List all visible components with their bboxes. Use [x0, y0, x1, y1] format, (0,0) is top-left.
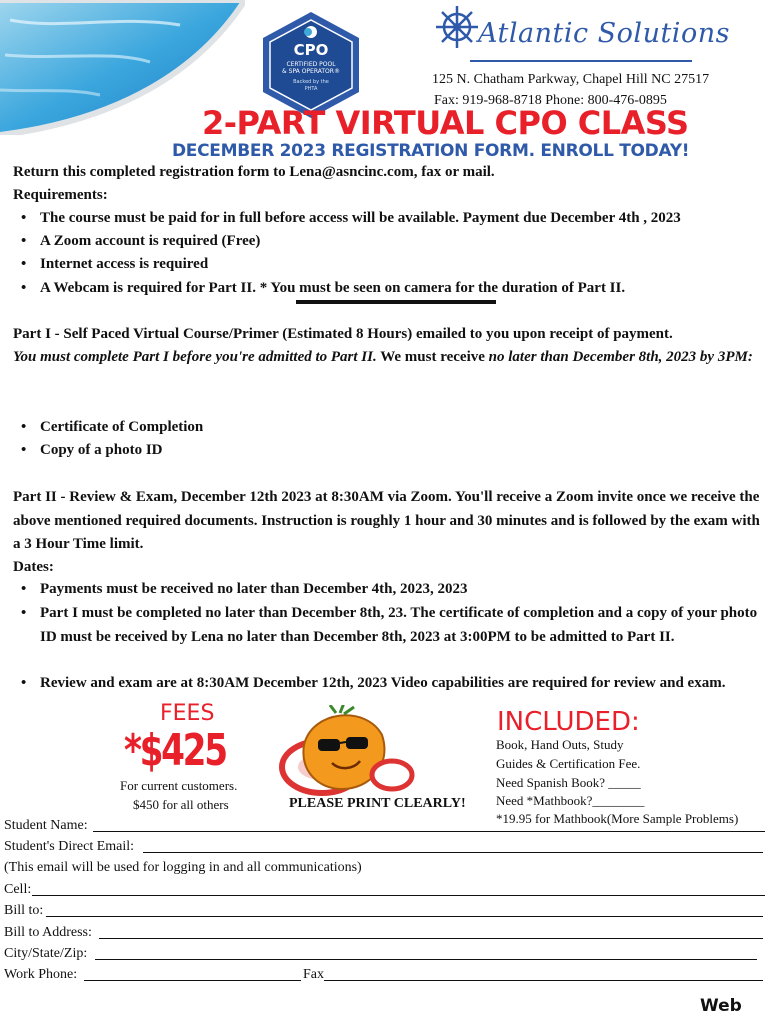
fax-field[interactable]	[324, 967, 763, 981]
company-logo	[434, 4, 730, 64]
page-subtitle: DECEMBER 2023 REGISTRATION FORM. ENROLL TODAY!	[172, 141, 690, 161]
badge-line1: CERTIFIED POOL	[286, 61, 336, 68]
mascot-icon	[274, 705, 422, 797]
mathbook-price: *19.95 for Mathbook(More Sample Problems)	[496, 811, 739, 826]
part1-item: • Certificate of Completion	[13, 416, 203, 440]
mathbook-option: Need *Mathbook?________	[496, 793, 645, 808]
badge-line3: Backed by the	[293, 79, 329, 85]
part1-item: • Copy of a photo ID	[13, 439, 163, 463]
cell-label: Cell:	[4, 882, 32, 897]
date-item: • Review and exam are at 8:30AM December 12th, 2023 Video capabilities are required for review and exam.	[13, 672, 760, 696]
work-phone-label: Work Phone:	[4, 967, 78, 982]
fax-label: Fax	[303, 967, 324, 982]
city-field[interactable]	[95, 946, 757, 960]
requirement-item: • The course must be paid for in full before access will be available. Payment due December 4th , 2023	[13, 207, 681, 231]
bill-address-label: Bill to Address:	[4, 925, 92, 940]
included-line: Book, Hand Outs, Study	[496, 737, 624, 752]
company-address: 125 N. Chatham Parkway, Chapel Hill NC 27517	[432, 72, 710, 87]
student-name-field[interactable]	[93, 818, 765, 832]
badge-line2: & SPA OPERATOR®	[282, 68, 340, 75]
included-line: Guides & Certification Fee.	[496, 756, 641, 771]
spanish-book-option: Need Spanish Book? _____	[496, 775, 641, 790]
fees-label: FEES	[160, 701, 215, 726]
badge-title: CPO	[293, 41, 329, 59]
student-name-label: Student Name:	[4, 818, 88, 833]
dates-title: Dates:	[13, 559, 54, 575]
page-title: 2-PART VIRTUAL CPO CLASS	[202, 104, 689, 142]
requirement-item: • Internet access is required	[13, 253, 208, 277]
print-clearly-notice: PLEASE PRINT CLEARLY!	[289, 796, 466, 811]
included-title: INCLUDED:	[497, 707, 640, 737]
bill-to-label: Bill to:	[4, 903, 44, 918]
work-phone-field[interactable]	[84, 967, 301, 981]
fee-note-current: For current customers.	[120, 778, 238, 793]
part1-deadline	[13, 346, 768, 370]
email-label: Student's Direct Email:	[4, 839, 135, 854]
date-item: • Part I must be completed no later than December 8th, 23. The certificate of completion and a copy of your photo ID must be received by Lena no later than December 8th, 2023 at 3:00PM to be admitted to Part II.	[13, 602, 770, 649]
email-note: (This email will be used for logging in and all communications)	[4, 860, 362, 875]
fee-note-others: $450 for all others	[133, 797, 229, 812]
bill-address-field[interactable]	[99, 925, 763, 939]
requirements-title: Requirements:	[13, 187, 108, 203]
requirement-item: • A Webcam is required for Part II. * You must be seen on camera for the duration of Part II.	[13, 277, 625, 301]
cell-field[interactable]	[32, 882, 765, 896]
city-label: City/State/Zip:	[4, 946, 88, 961]
company-contact: Fax: 919-968-8718 Phone: 800-476-0895	[434, 93, 667, 108]
return-instructions: Return this completed registration form to Lena@asncinc.com, fax or mail.	[13, 164, 495, 180]
fee-price: *$425	[124, 725, 226, 776]
logo-underline	[470, 60, 692, 62]
ship-wheel-icon	[434, 4, 480, 50]
requirement-item: • A Zoom account is required (Free)	[13, 230, 260, 254]
part1-deadline-a: You must complete Part I before you're admitted to Part II.	[13, 349, 377, 365]
part2-description: Part II - Review & Exam, December 12th 2023 at 8:30AM via Zoom. You'll receive a Zoom invite once we receive the above mentioned required documents. Instruction is roughly 1 hour and 30 minutes and is followed by the exam with a 3 Hour Time limit.	[13, 489, 760, 552]
part1-title: Part I - Self Paced Virtual Course/Primer (Estimated 8 Hours) emailed to you upon receipt of payment.	[13, 326, 673, 342]
badge-line4: PHTA	[304, 86, 318, 92]
divider	[296, 300, 496, 304]
logo-text: Atlantic Solutions	[478, 18, 730, 49]
part1-deadline-c: no later than December 8th, 2023 by 3PM:	[488, 349, 753, 365]
footer-web-label: Web	[700, 996, 742, 1016]
email-field[interactable]	[143, 839, 763, 853]
date-item: • Payments must be received no later than December 4th, 2023, 2023	[13, 578, 760, 602]
bill-to-field[interactable]	[46, 903, 763, 917]
part1-deadline-b: We must receive	[376, 349, 489, 365]
